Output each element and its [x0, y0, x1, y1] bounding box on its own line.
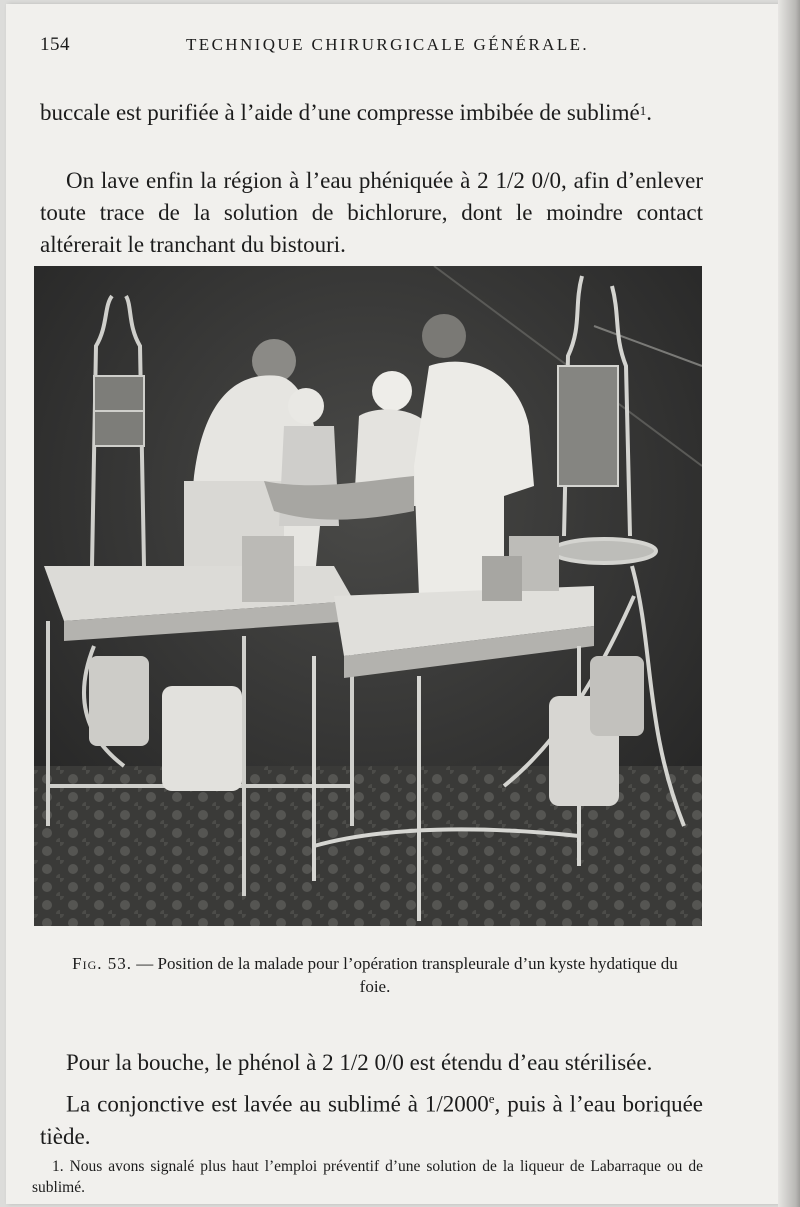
paragraph-text-end: , puis à l’eau boriquée tiède. [40, 1091, 703, 1149]
paragraph-conjonctive [40, 1083, 703, 1153]
ordinal-superscript: e [488, 1091, 495, 1106]
left-sterilizer-drum [242, 536, 294, 602]
figure-label: Fig. 53. [72, 954, 133, 973]
paragraph-text: La conjonctive est lavée au sublimé à 1/2000 [66, 1091, 489, 1117]
paragraph-buccale [40, 97, 703, 129]
page-number: 154 [40, 34, 70, 55]
page-gutter-shadow [778, 0, 800, 1207]
figure-caption [60, 952, 690, 998]
footnote-number: 1. [52, 1157, 64, 1175]
footnote [32, 1156, 703, 1198]
paragraph-text: buccale est purifiée à l’aide d’une compresse imbibée de sublimé [40, 100, 640, 125]
figure-caption-text: — Position de la malade pour l’opération transpleurale d’un kyste hydatique du foie. [136, 954, 678, 996]
page-header [40, 34, 703, 60]
running-title: TECHNIQUE CHIRURGICALE GÉNÉRALE. [186, 35, 590, 54]
operating-room-illustration [34, 266, 702, 926]
paragraph-bouche: Pour la bouche, le phénol à 2 1/2 0/0 est étendu d’eau stérilisée. [66, 1050, 653, 1075]
left-basin [89, 656, 149, 746]
figure-photograph [34, 266, 702, 926]
paragraph-text-end: . [646, 100, 652, 125]
footnote-reference[interactable]: 1 [639, 103, 647, 118]
paragraph-lavage: On lave enfin la région à l’eau phéniquée à 2 1/2 0/0, afin d’enlever toute trace de la solution de bichlorure, dont le moindre contact altérerait le tranchant du bistouri. [40, 168, 703, 257]
left-bucket [162, 686, 242, 791]
footnote-text: Nous avons signalé plus haut l’emploi préventif d’une solution de la liqueur de Labarraque ou de sublimé. [32, 1157, 704, 1196]
